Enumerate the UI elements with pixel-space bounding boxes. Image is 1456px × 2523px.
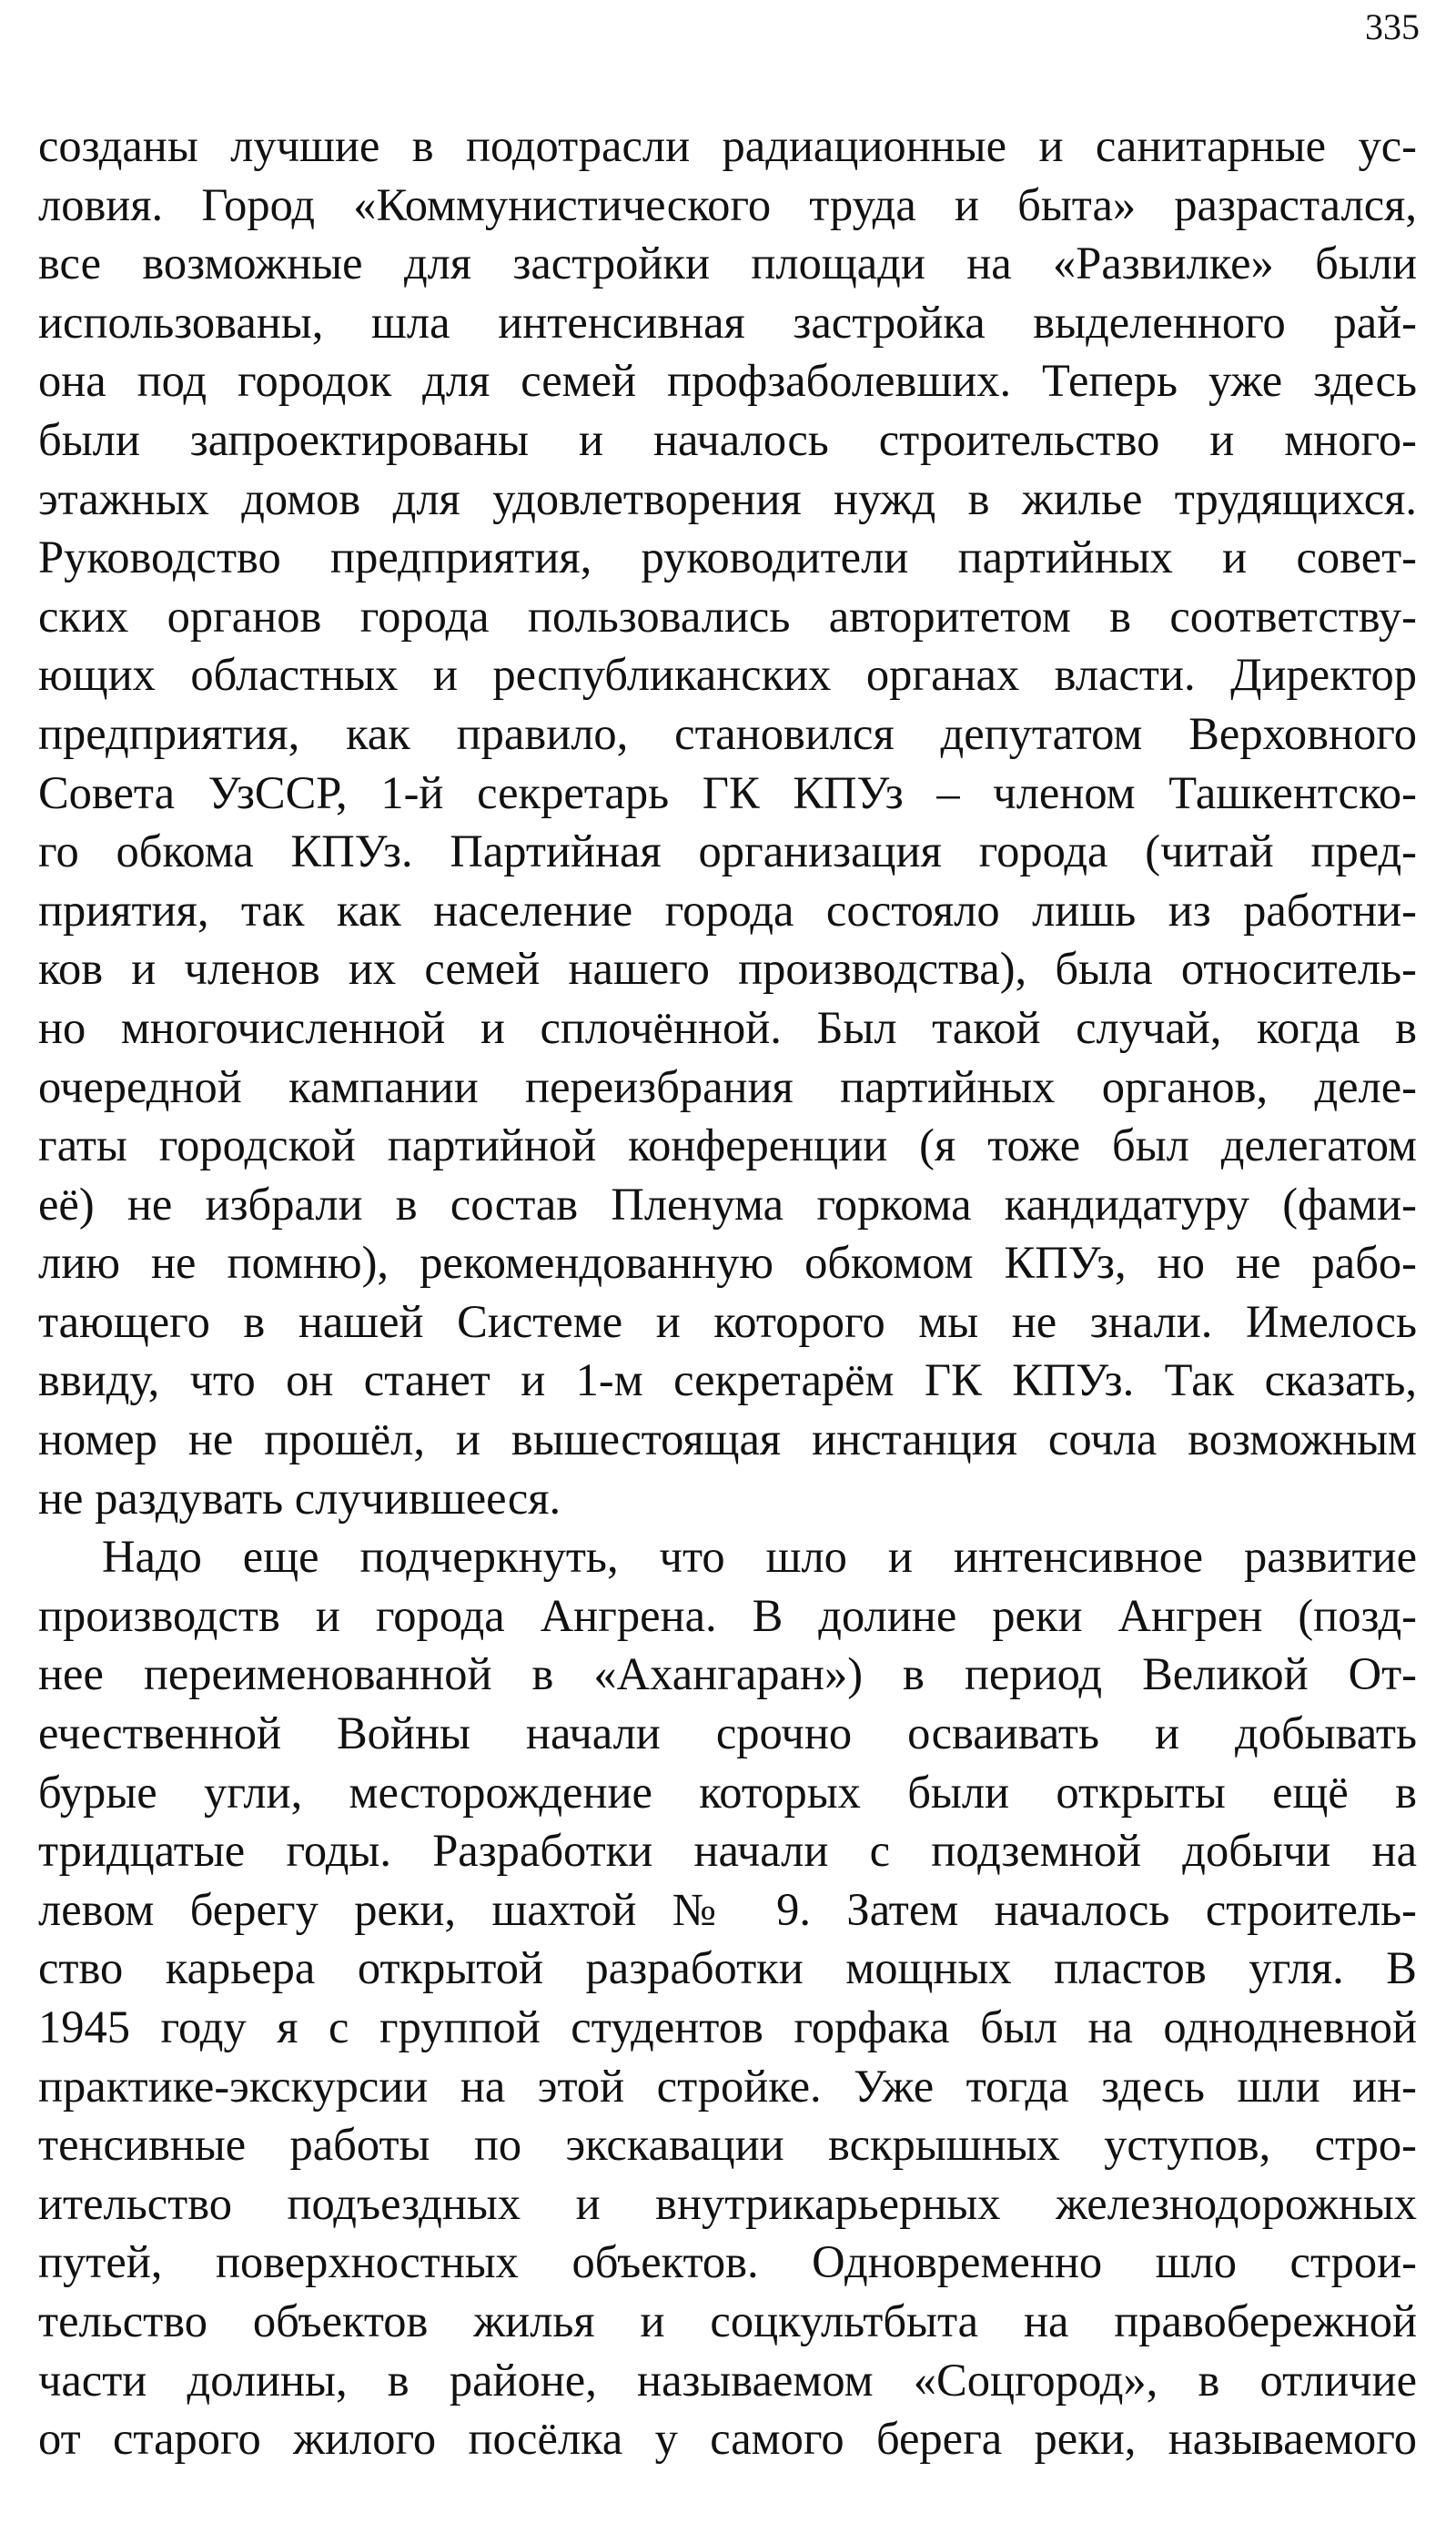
text-line: ков и членов их семей нашего производства), была относитель- bbox=[38, 943, 1417, 995]
text-line: практике-экскурсии на этой стройке. Уже тогда здесь шли ин- bbox=[38, 2060, 1417, 2112]
text-line: очередной кампании переизбрания партийных органов, деле- bbox=[38, 1060, 1417, 1112]
text-line: ечественной Войны начали срочно осваивать и добывать bbox=[38, 1707, 1417, 1759]
text-line: тающего в нашей Системе и которого мы не знали. Имелось bbox=[38, 1295, 1417, 1347]
text-line: тельство объектов жилья и соцкультбыта на правобережной bbox=[38, 2295, 1417, 2346]
paragraph-1 bbox=[38, 117, 1417, 1527]
text-line: гаты городской партийной конференции (я тоже был делегатом bbox=[38, 1120, 1417, 1171]
text-line: использованы, шла интенсивная застройка выделенного рай- bbox=[38, 296, 1417, 348]
text-line: она под городок для семей профзаболевших. Теперь уже здесь bbox=[38, 355, 1417, 407]
text-line: её) не избрали в состав Пленума горкома кандидатуру (фами- bbox=[38, 1178, 1417, 1230]
text-line: бурые угли, месторождение которых были открыты ещё в bbox=[38, 1766, 1417, 1818]
text-line: Руководство предприятия, руководители партийных и совет- bbox=[38, 532, 1417, 583]
text-line: ских органов города пользовались авторитетом в соответству- bbox=[38, 590, 1417, 642]
text-line: Надо еще подчеркнуть, что шло и интенсивное развитие bbox=[102, 1531, 1417, 1583]
page-number: 335 bbox=[1365, 6, 1420, 47]
text-line: номер не прошёл, и вышестоящая инстанция сочла возможным bbox=[38, 1413, 1417, 1465]
text-line: го обкома КПУз. Партийная организация города (читай пред- bbox=[38, 826, 1417, 877]
text-line: были запроектированы и началось строительство и много- bbox=[38, 413, 1417, 465]
text-line: созданы лучшие в подотрасли радиационные и санитарные ус- bbox=[38, 120, 1417, 171]
text-line: производств и города Ангрена. В долине реки Ангрен (позд- bbox=[38, 1589, 1417, 1641]
text-line: не раздувать случившееся. bbox=[38, 1472, 561, 1524]
text-line: левом берегу реки, шахтой № 9. Затем началось строитель- bbox=[38, 1883, 1417, 1935]
text-line: лию не помню), рекомендованную обкомом КПУз, но не рабо- bbox=[38, 1237, 1417, 1289]
text-line: от старого жилого посёлка у самого берега реки, называемого bbox=[38, 2413, 1417, 2465]
text-line: части долины, в районе, называемом «Соцгород», в отличие bbox=[38, 2354, 1417, 2406]
text-line: путей, поверхностных объектов. Одновременно шло строи- bbox=[38, 2236, 1417, 2288]
text-line: нее переименованной в «Ахангаран») в период Великой От- bbox=[38, 1648, 1417, 1700]
text-line: предприятия, как правило, становился депутатом Верховного bbox=[38, 707, 1417, 759]
paragraph-2 bbox=[38, 1527, 1417, 2468]
text-line: 1945 году я с группой студентов горфака был на однодневной bbox=[38, 2001, 1417, 2052]
text-line: ющих областных и республиканских органах власти. Директор bbox=[38, 649, 1417, 701]
text-line: но многочисленной и сплочённой. Был такой случай, когда в bbox=[38, 1001, 1417, 1053]
text-line: тенсивные работы по экскавации вскрышных уступов, стро- bbox=[38, 2119, 1417, 2171]
text-line: Совета УзССР, 1-й секретарь ГК КПУз – членом Ташкентско- bbox=[38, 766, 1417, 818]
text-line: этажных домов для удовлетворения нужд в жилье трудящихся. bbox=[38, 472, 1417, 524]
text-line: ввиду, что он станет и 1-м секретарём ГК КПУз. Так сказать, bbox=[38, 1354, 1417, 1406]
body-text bbox=[38, 117, 1417, 2468]
text-line: приятия, так как население города состояло лишь из работни- bbox=[38, 884, 1417, 936]
text-line: ство карьера открытой разработки мощных пластов угля. В bbox=[38, 1942, 1417, 1994]
text-line: тридцатые годы. Разработки начали с подземной добычи на bbox=[38, 1825, 1417, 1877]
text-line: все возможные для застройки площади на «Развилке» были bbox=[38, 238, 1417, 289]
text-line: ловия. Город «Коммунистического труда и быта» разрастался, bbox=[38, 178, 1417, 230]
text-line: ительство подъездных и внутрикарьерных железнодорожных bbox=[38, 2177, 1417, 2229]
